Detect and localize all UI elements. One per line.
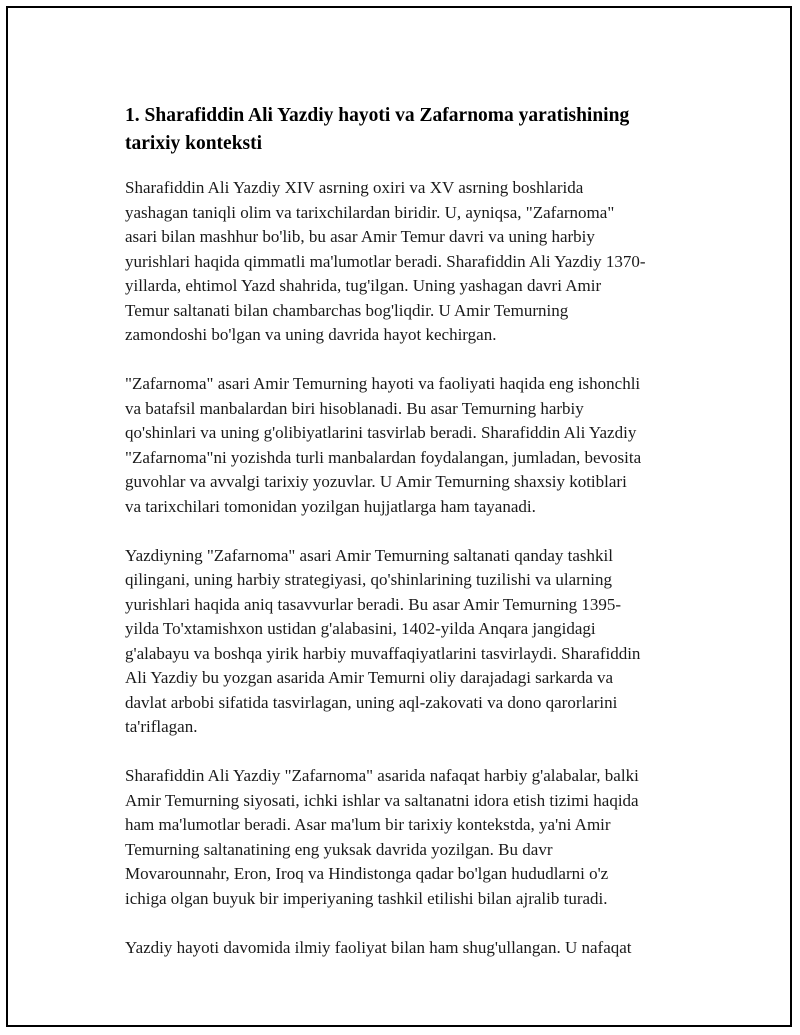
paragraph [125, 936, 715, 961]
text-line: Temur saltanati bilan chambarchas bog'liqdir. U Amir Temurning [125, 300, 569, 320]
text-line: g'alabayu va boshqa yirik harbiy muvaffaqiyatlarini tasvirlaydi. Sharafiddin [125, 643, 641, 663]
text-line: va batafsil manbalardan biri hisoblanadi. Bu asar Temurning harbiy [125, 398, 584, 418]
page-frame [6, 6, 792, 1027]
text-line: ichiga olgan buyuk bir imperiyaning tashkil etilishi bilan ajralib turadi. [125, 888, 608, 908]
heading-line: tarixiy konteksti [125, 133, 263, 154]
text-line: "Zafarnoma"ni yozishda turli manbalardan foydalangan, jumladan, bevosita [125, 447, 642, 467]
text-line: yashagan taniqli olim va tarixchilardan biridir. U, ayniqsa, "Zafarnoma" [125, 202, 615, 222]
text-line: Sharafiddin Ali Yazdiy "Zafarnoma" asarida nafaqat harbiy g'alabalar, balki [125, 766, 639, 785]
heading-line: 1. Sharafiddin Ali Yazdiy hayoti va Zafarnoma yaratishining [125, 105, 630, 126]
text-line: Yazdiyning "Zafarnoma" asari Amir Temurning saltanati qanday tashkil [125, 545, 613, 565]
paragraph [125, 176, 715, 348]
text-line: ham ma'lumotlar beradi. Asar ma'lum bir tarixiy kontekstda, ya'ni Amir [125, 815, 611, 834]
text-line: "Zafarnoma" asari Amir Temurning hayoti va faoliyati haqida eng ishonchli [125, 374, 641, 393]
text-line: ta'riflagan. [125, 717, 198, 736]
text-line: va tarixchilari tomonidan yozilgan hujjatlarga ham tayanadi. [125, 496, 536, 516]
text-line: zamondoshi bo'lgan va uning davrida hayot kechirgan. [125, 325, 497, 344]
text-line: Temurning saltanatining eng yuksak davrida yozilgan. Bu davr [125, 839, 553, 859]
paragraph [125, 764, 715, 911]
text-line: Amir Temurning siyosati, ichki ishlar va saltanatni idora etish tizimi haqida [125, 790, 639, 810]
text-line: guvohlar va avvalgi tarixiy yozuvlar. U Amir Temurning shaxsiy kotiblari [125, 472, 627, 491]
paragraph [125, 372, 715, 519]
text-line: davlat arbobi sifatida tasvirlagan, uning aql-zakovati va dono qarorlarini [125, 692, 618, 712]
text-line: yurishlari haqida qimmatli ma'lumotlar beradi. Sharafiddin Ali Yazdiy 1370- [125, 251, 646, 271]
text-line: Sharafiddin Ali Yazdiy XIV asrning oxiri va XV asrning boshlarida [125, 178, 584, 197]
text-line: qilingani, uning harbiy strategiyasi, qo'shinlarining tuzilishi va ularning [125, 570, 613, 589]
text-line: Movarounnahr, Eron, Iroq va Hindistonga qadar bo'lgan hududlarni o'z [125, 864, 609, 883]
document-body [125, 102, 715, 985]
text-line: yilda To'xtamishxon ustidan g'alabasini, 1402-yilda Anqara jangidagi [125, 619, 596, 638]
text-line: Ali Yazdiy bu yozgan asarida Amir Temurni oliy darajadagi sarkarda va [125, 668, 614, 687]
text-line: Yazdiy hayoti davomida ilmiy faoliyat bilan ham shug'ullangan. U nafaqat [125, 937, 632, 957]
paragraph [125, 544, 715, 740]
text-line: qo'shinlari va uning g'olibiyatlarini tasvirlab beradi. Sharafiddin Ali Yazdiy [125, 423, 637, 442]
text-line: asari bilan mashhur bo'lib, bu asar Amir Temur davri va uning harbiy [125, 227, 595, 246]
section-heading [125, 102, 715, 158]
text-line: yillarda, ehtimol Yazd shahrida, tug'ilgan. Uning yashagan davri Amir [125, 276, 602, 295]
text-line: yurishlari haqida aniq tasavvurlar beradi. Bu asar Amir Temurning 1395- [125, 594, 622, 614]
